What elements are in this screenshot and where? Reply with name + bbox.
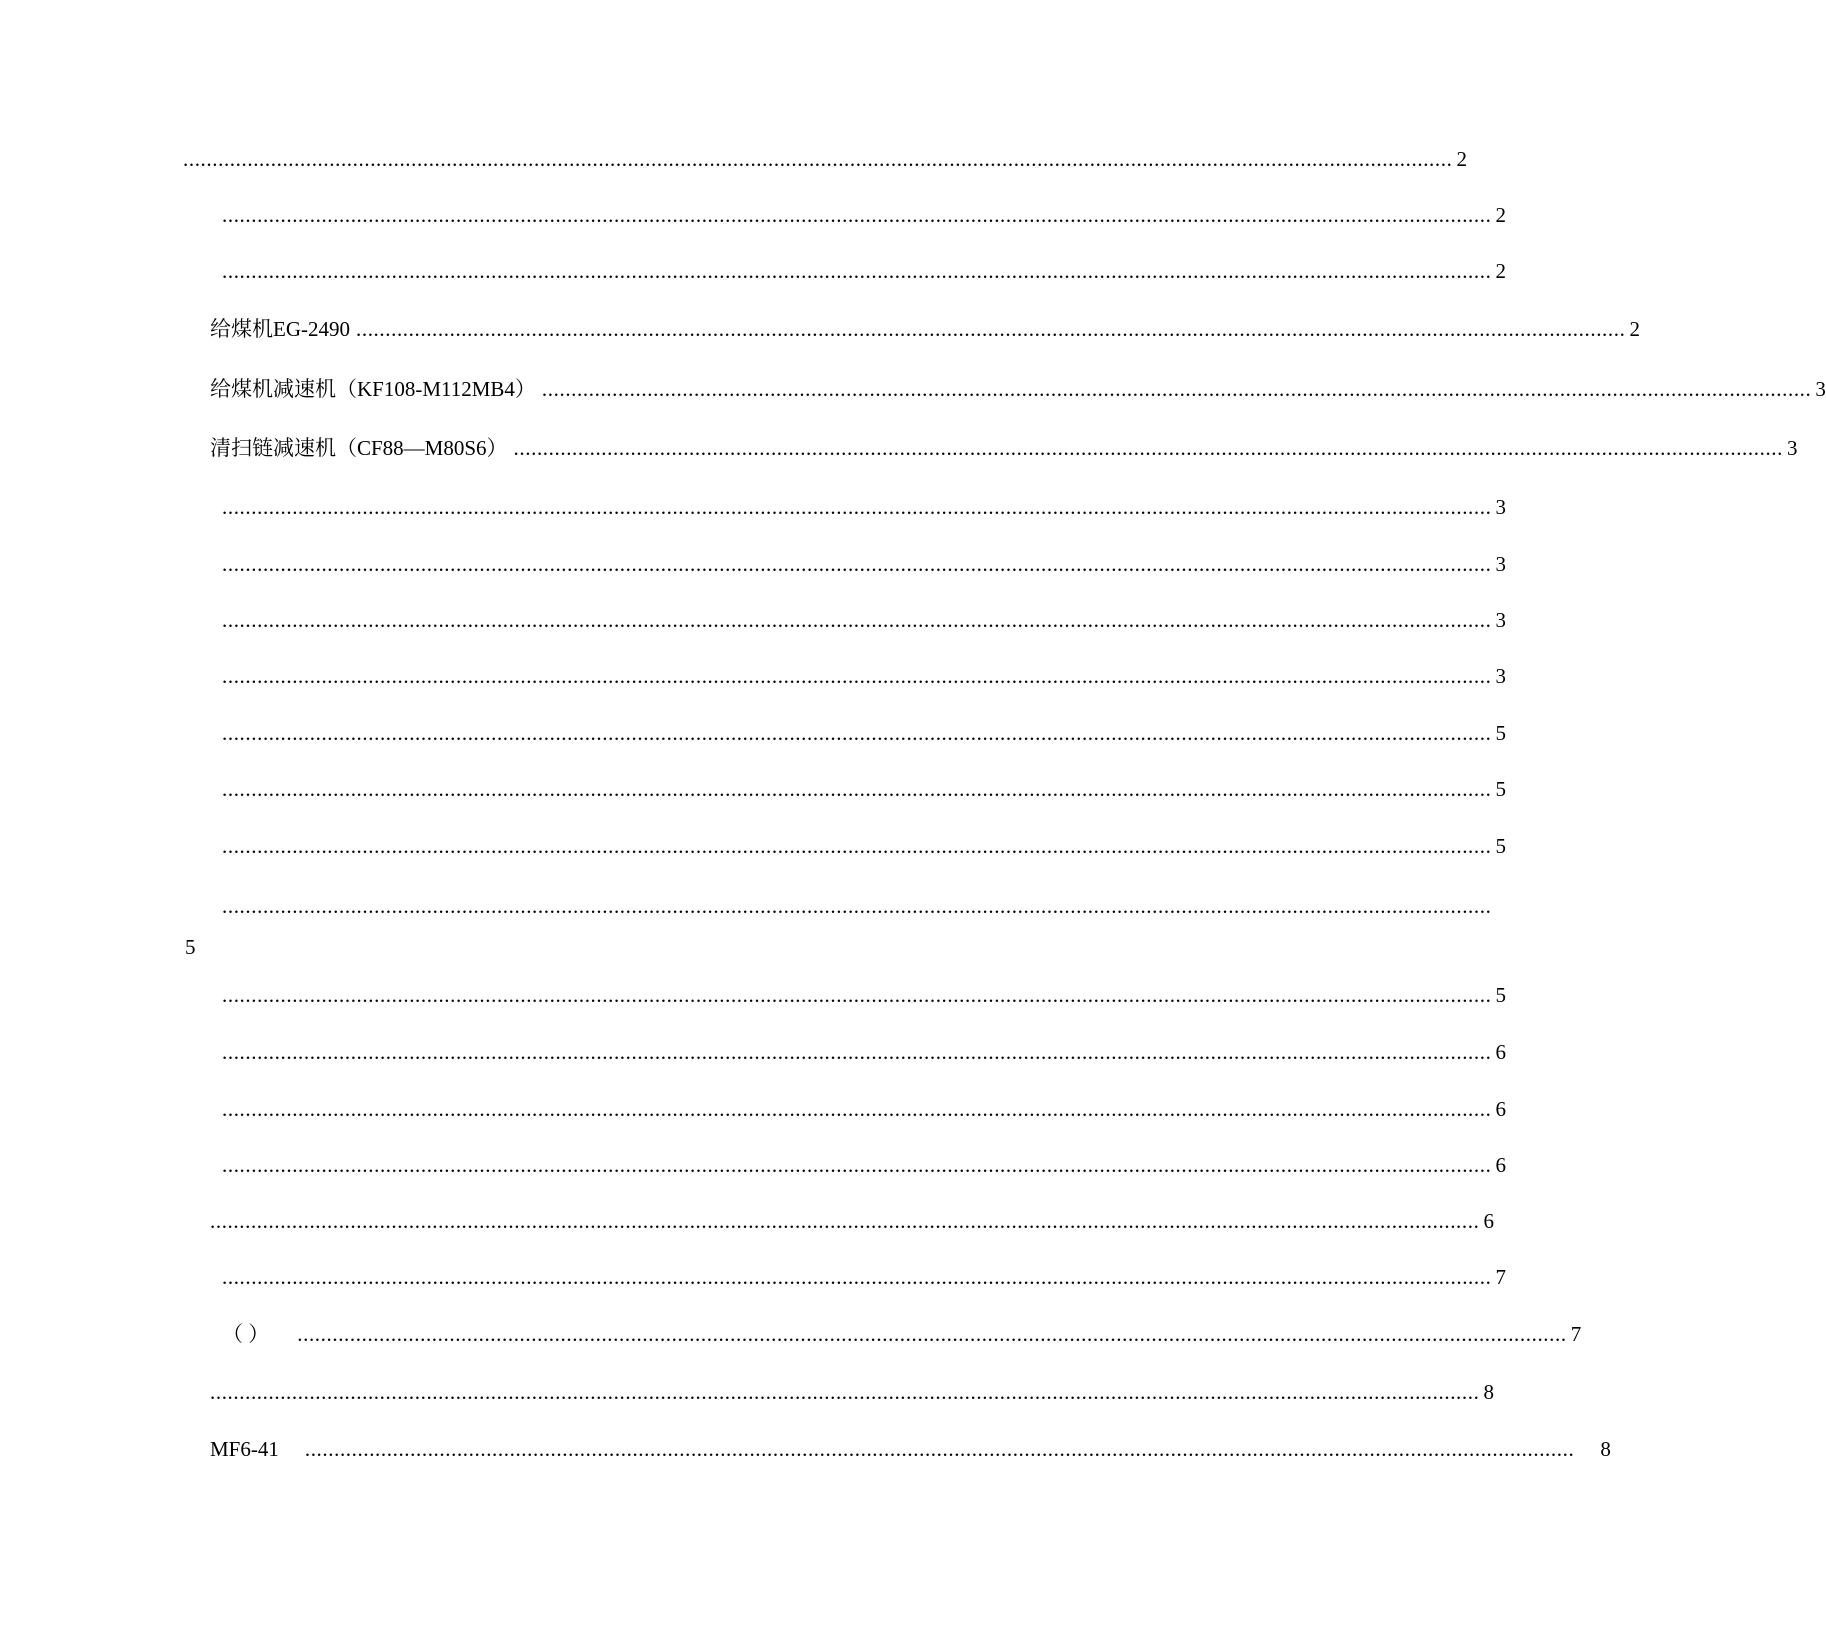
toc-page-number: 3 [1815,377,1826,401]
toc-entry[interactable] [210,317,1640,341]
toc-entry[interactable] [222,721,1506,745]
toc-entry[interactable] [222,777,1506,801]
toc-entry-title: MF6-41 [210,1437,279,1461]
toc-page-number: 6 [1495,1097,1506,1121]
toc-entry[interactable] [222,1265,1506,1289]
dot-leader: ......................................................................................................................................................................................................................... [356,317,1626,341]
toc-entry[interactable] [222,1322,1582,1346]
dot-leader: ......................................................................................................................................................................................................................... [222,1265,1492,1289]
toc-entry[interactable] [222,203,1506,227]
dot-leader: ......................................................................................................................................................................................................................... [222,664,1492,688]
toc-page-number: 2 [1495,259,1506,283]
dot-leader: ......................................................................................................................................................................................................................... [222,1153,1492,1177]
toc-entry[interactable] [210,1437,1611,1461]
toc-entry[interactable] [222,664,1506,688]
toc-entry-title: 给煤机减速机（KF108-M112MB4） [210,377,536,401]
toc-page-number: 3 [1495,552,1506,576]
toc-entry[interactable] [222,495,1506,519]
dot-leader: ......................................................................................................................................................................................................................... [222,721,1492,745]
dot-leader: ......................................................................................................................................................................................................................... [513,436,1783,460]
toc-entry-title: 给煤机EG-2490 [210,317,350,341]
dot-leader: ......................................................................................................................................................................................................................... [222,203,1492,227]
dot-leader: ......................................................................................................................................................................................................................... [222,495,1492,519]
dot-leader: ......................................................................................................................................................................................................................... [222,552,1492,576]
toc-entry-title: （ ） [222,1322,270,1346]
toc-entry[interactable] [222,1097,1506,1121]
toc-entry[interactable] [222,834,1506,858]
toc-entry[interactable] [183,147,1467,171]
toc-page-number: 6 [1495,1040,1506,1064]
toc-page-number: 7 [1570,1322,1582,1346]
dot-leader: ......................................................................................................................................................................................................................... [541,377,1812,401]
dot-leader: ......................................................................................................................................................................................................................... [304,1437,1575,1461]
dot-leader: ......................................................................................................................................................................................................................... [183,147,1453,171]
toc-page-number: 5 [1495,834,1506,858]
toc-page-number: 3 [1495,495,1506,519]
toc-page-number: 3 [1495,608,1506,632]
dot-leader: ......................................................................................................................................................................................................................... [222,259,1492,283]
dot-leader: ......................................................................................................................................................................................................................... [222,608,1492,632]
toc-entry[interactable] [222,1040,1506,1064]
toc-page-number: 2 [1456,147,1467,171]
toc-page-number: 6 [1495,1153,1506,1177]
toc-entry[interactable] [222,608,1506,632]
toc-entry-dots[interactable] [222,894,1492,918]
toc-entry[interactable] [210,377,1826,401]
dot-leader: ......................................................................................................................................................................................................................... [222,834,1492,858]
toc-entry[interactable] [222,983,1506,1007]
toc-page-number: 2 [1629,317,1640,341]
dot-leader: ......................................................................................................................................................................................................................... [210,1209,1480,1233]
dot-leader: ......................................................................................................................................................................................................................... [222,1040,1492,1064]
toc-page-number: 8 [1600,1437,1611,1461]
toc-page-number: 8 [1483,1380,1494,1404]
toc-page-number: 2 [1495,203,1506,227]
toc-page-number: 3 [1495,664,1506,688]
toc-page-number: 5 [185,935,196,959]
dot-leader: ......................................................................................................................................................................................................................... [210,1380,1480,1404]
toc-entry[interactable] [210,436,1798,460]
toc-page-number: 6 [1483,1209,1494,1233]
toc-entry[interactable] [222,552,1506,576]
toc-page-number: 5 [1495,777,1506,801]
toc-entry[interactable] [210,1209,1494,1233]
dot-leader: ......................................................................................................................................................................................................................... [222,1097,1492,1121]
dot-leader: ......................................................................................................................................................................................................................... [222,777,1492,801]
toc-entry[interactable] [222,1153,1506,1177]
dot-leader: ......................................................................................................................................................................................................................... [222,894,1492,918]
dot-leader: ......................................................................................................................................................................................................................... [297,1322,1567,1346]
dot-leader: ......................................................................................................................................................................................................................... [222,983,1492,1007]
toc-page-number: 5 [1495,983,1506,1007]
toc-entry-title: 清扫链减速机（CF88—M80S6） [210,436,508,460]
toc-page-number: 5 [1495,721,1506,745]
toc-entry[interactable] [210,1380,1494,1404]
toc-entry[interactable] [222,259,1506,283]
toc-page-number: 7 [1495,1265,1506,1289]
toc-page-number: 3 [1787,436,1798,460]
